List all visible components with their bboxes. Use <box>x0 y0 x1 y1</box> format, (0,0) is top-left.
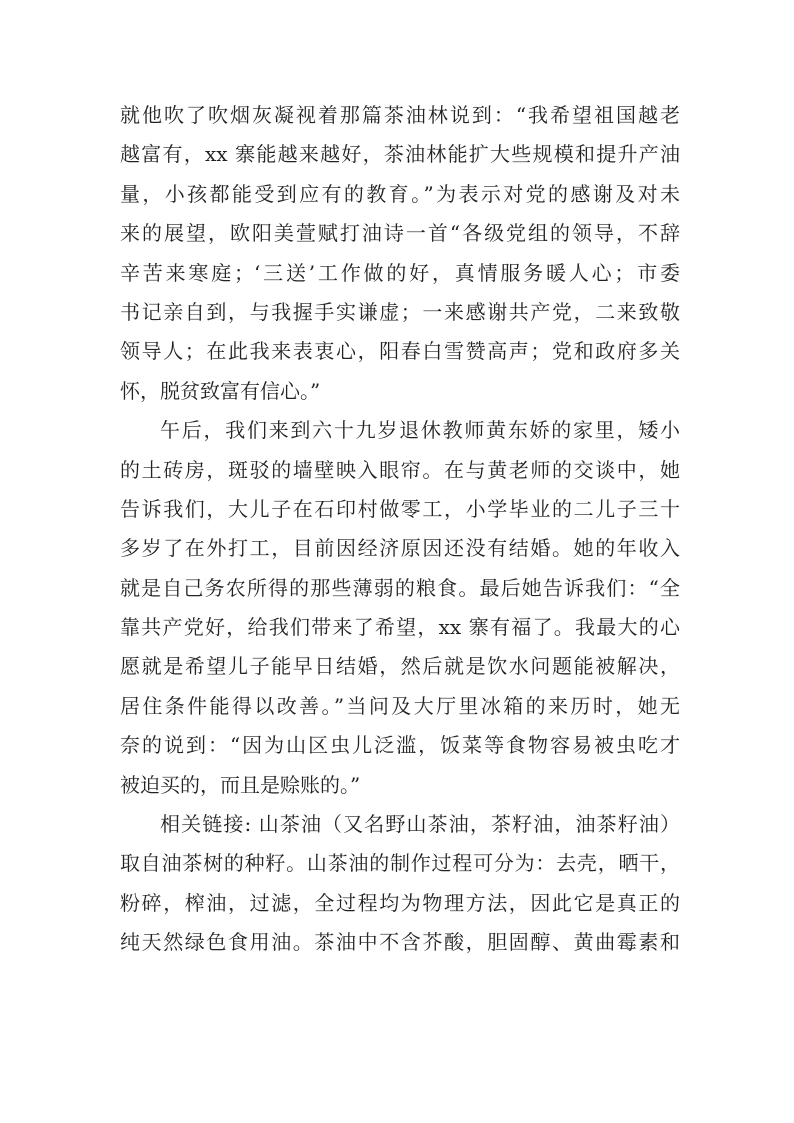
text-line: 就他吹了吹烟灰凝视着那篇茶油林说到：“我希望祖国越老 <box>120 103 680 127</box>
document-body <box>120 96 680 963</box>
text-line: 午后，我们来到六十九岁退休教师黄东娇的家里，矮小 <box>160 418 680 443</box>
text-line: 多岁了在外打工，目前因经济原因还没有结婚。她的年收入 <box>120 536 680 561</box>
text-line: 相关链接: 山茶油（又名野山茶油，茶籽油，油茶籽油） <box>160 812 680 837</box>
text-line: 书记亲自到，与我握手实谦虚；一来感谢共产党，二来致敬 <box>120 299 680 324</box>
text-line: 越富有，xx 寨能越来越好，茶油林能扩大些规模和提升产油 <box>120 142 680 167</box>
text-line: 怀，脱贫致富有信心。” <box>120 378 321 403</box>
text-line: 靠共产党好，给我们带来了希望，xx 寨有福了。我最大的心 <box>120 615 680 640</box>
text-line: 来的展望，欧阳美萱赋打油诗一首“各级党组的领导，不辞 <box>120 221 680 246</box>
text-line: 纯天然绿色食用油。茶油中不含芥酸，胆固醇、黄曲霉素和 <box>120 930 680 955</box>
text-line: 告诉我们，大儿子在石印村做零工，小学毕业的二儿子三十 <box>120 496 680 521</box>
text-line: 领导人；在此我来表衷心，阳春白雪赞高声；党和政府多关 <box>120 339 680 364</box>
text-line: 奈的说到：“因为山区虫儿泛滥，饭菜等食物容易被虫吃才 <box>120 733 680 758</box>
text-line: 愿就是希望儿子能早日结婚，然后就是饮水问题能被解决， <box>120 654 680 679</box>
text-line: 的土砖房，斑驳的墙壁映入眼帘。在与黄老师的交谈中，她 <box>120 457 680 482</box>
paragraph <box>120 96 680 411</box>
text-line: 取自油茶树的种籽。山茶油的制作过程可分为：去壳，晒干， <box>120 851 680 876</box>
text-line: 量，小孩都能受到应有的教育。”为表示对党的感谢及对未 <box>120 181 680 206</box>
text-line: 粉碎，榨油，过滤，全过程均为物理方法，因此它是真正的 <box>120 890 680 915</box>
text-line: 就是自己务农所得的那些薄弱的粮食。最后她告诉我们：“全 <box>120 575 680 600</box>
paragraph <box>120 411 680 805</box>
text-line: 辛苦来寒庭；‘三送’工作做的好，真情服务暖人心；市委 <box>120 260 680 285</box>
text-line: 居住条件能得以改善。”当问及大厅里冰箱的来历时，她无 <box>120 693 680 718</box>
paragraph <box>120 805 680 963</box>
text-line: 被迫买的，而且是赊账的。” <box>120 772 361 797</box>
